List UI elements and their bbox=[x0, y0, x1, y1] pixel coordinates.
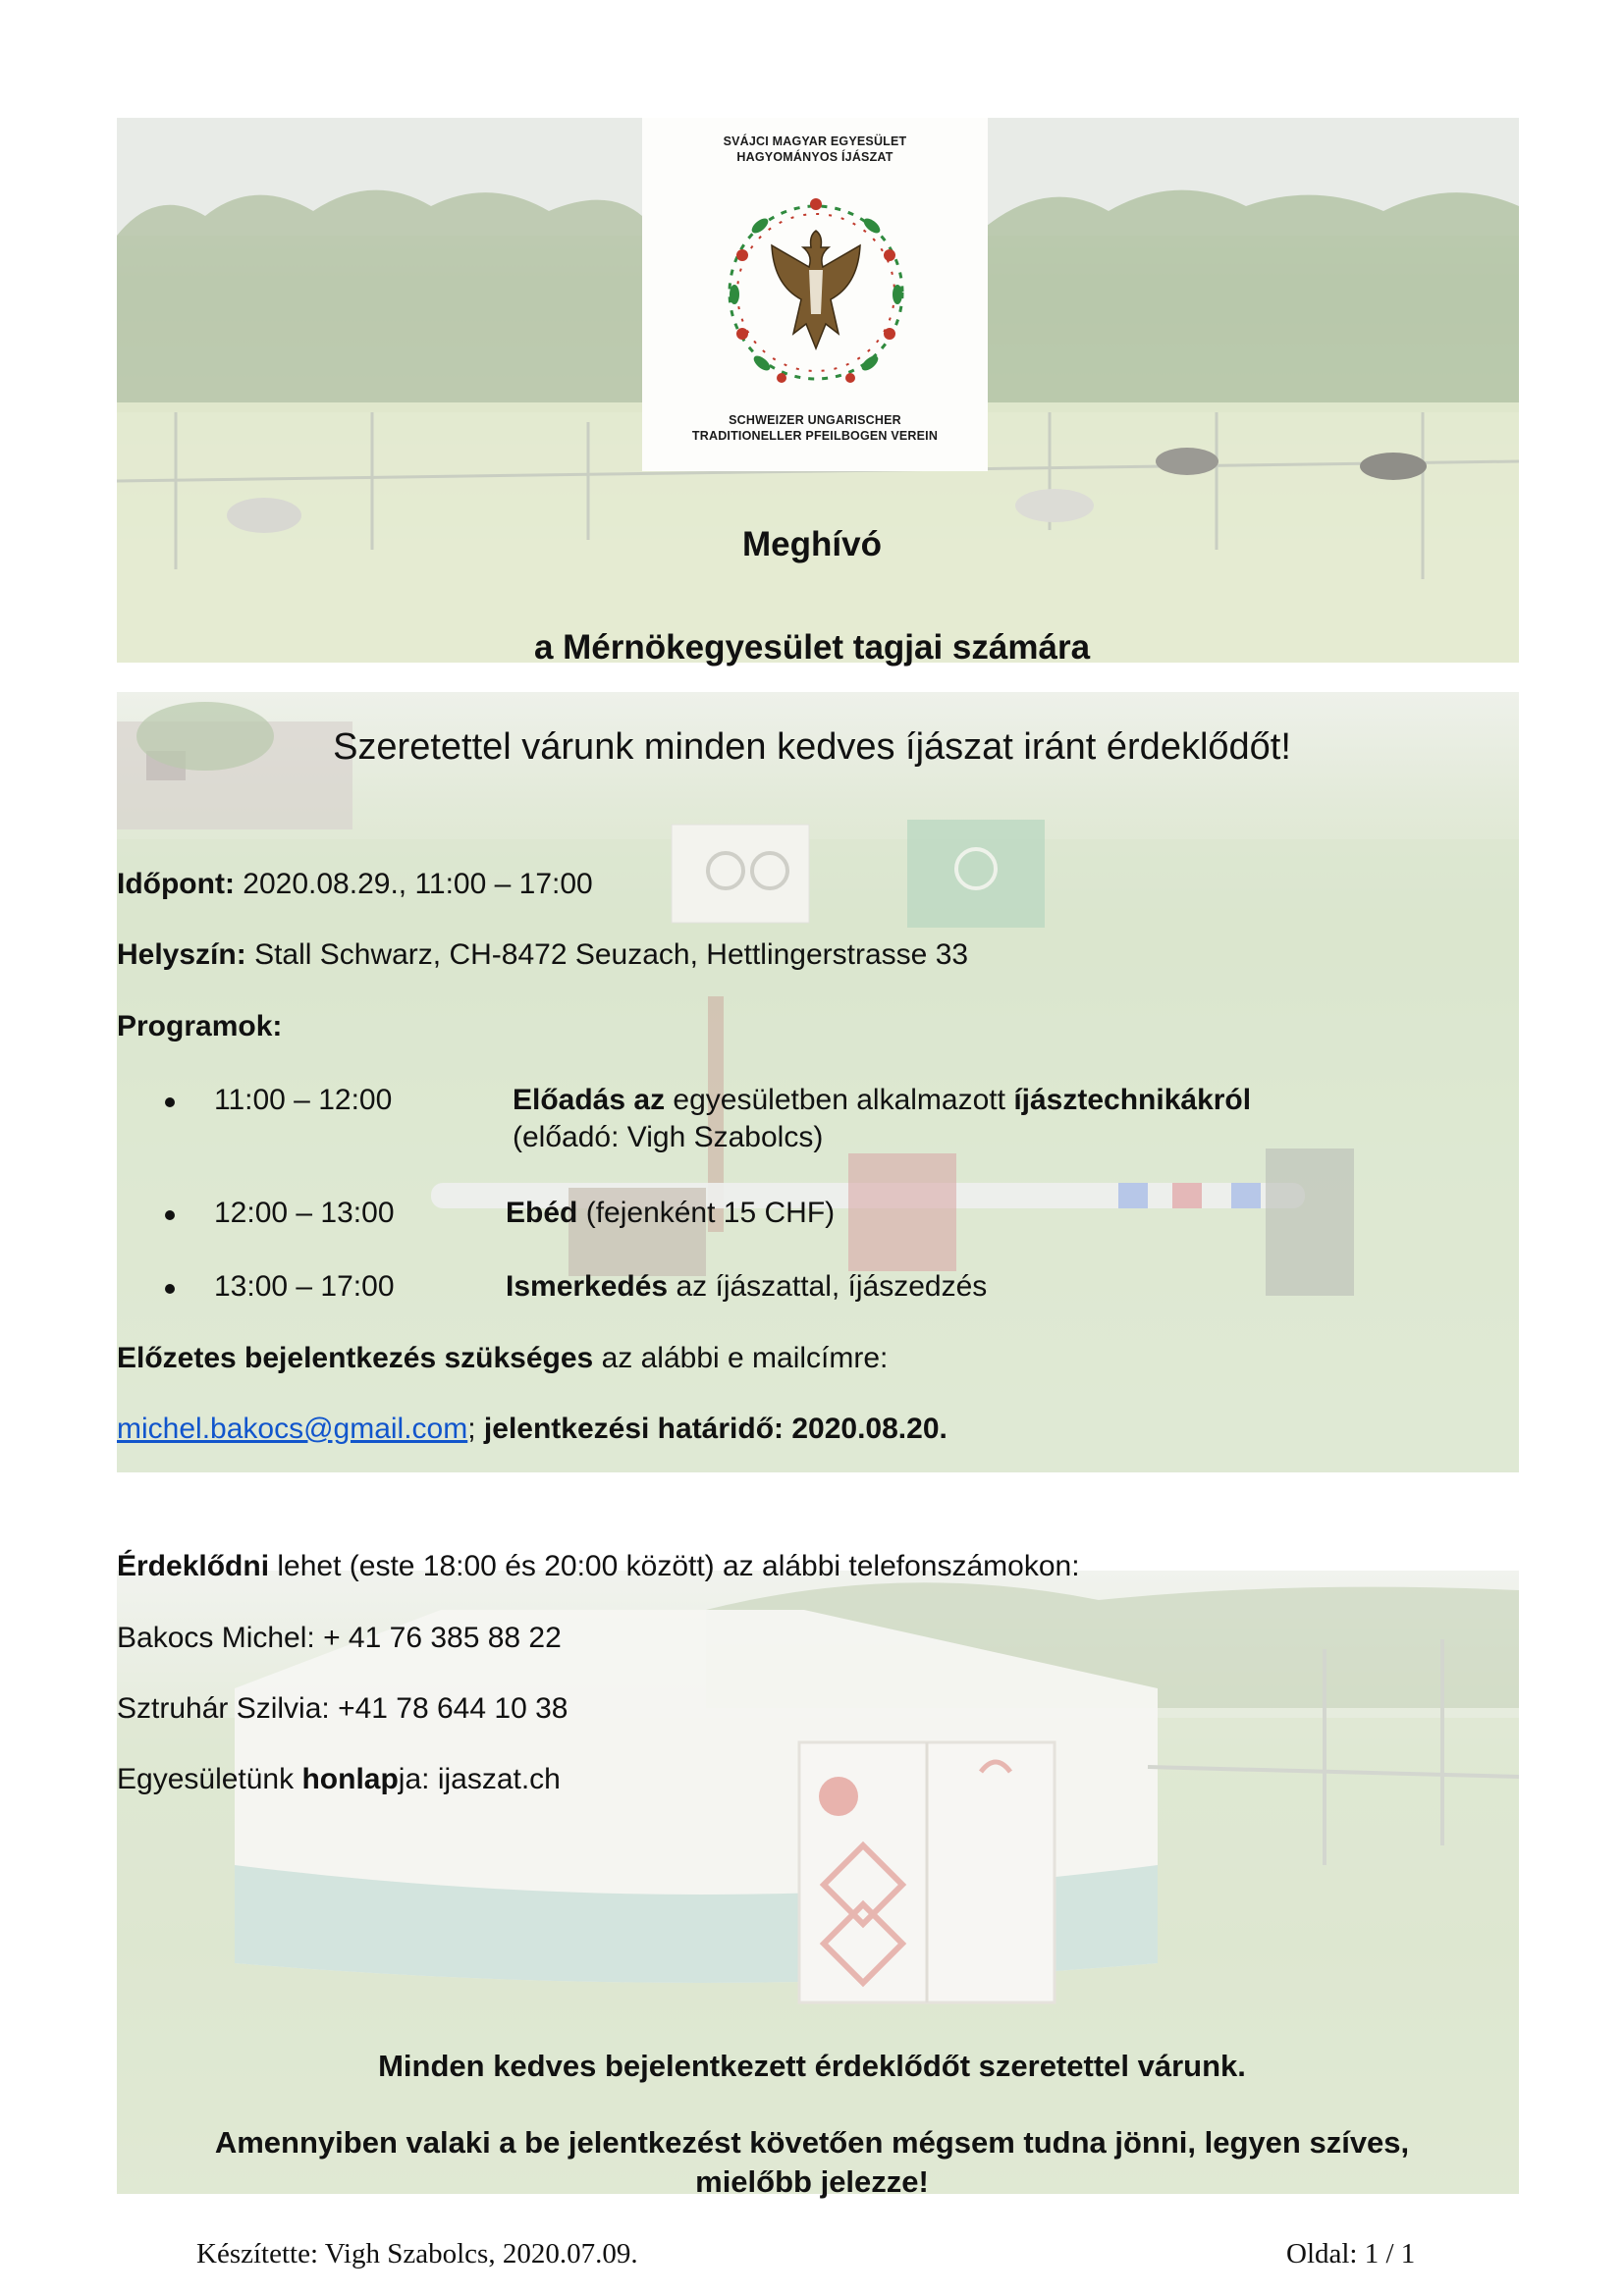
registration-bold: Előzetes bejelentkezés szükséges bbox=[117, 1342, 594, 1374]
contact-person-2: Sztruhár Szilvia: +41 78 644 10 38 bbox=[117, 1692, 568, 1725]
program-bold-2: Ebéd bbox=[506, 1197, 578, 1229]
program-desc-3 bbox=[506, 1269, 987, 1305]
logo-bottom-line2: TRADITIONELLER PFEILBOGEN VEREIN bbox=[691, 429, 939, 443]
program-text-1: egyesületben alkalmazott bbox=[673, 1084, 1005, 1116]
page-title: Meghívó bbox=[742, 525, 882, 563]
email-line bbox=[117, 1412, 947, 1447]
website-bold: honlap bbox=[301, 1763, 399, 1795]
logo-top-line1: SVÁJCI MAGYAR EGYESÜLET bbox=[723, 134, 907, 148]
background-photo-yurt bbox=[117, 1571, 1519, 2194]
deadline-text: jelentkezési határidő: 2020.08.20. bbox=[483, 1413, 947, 1445]
bullet-icon bbox=[165, 1210, 175, 1220]
email-separator: ; bbox=[467, 1413, 476, 1445]
footer-page-number: Oldal: 1 / 1 bbox=[1286, 2238, 1416, 2269]
yurt-scene bbox=[117, 1571, 1519, 2194]
place-value: Stall Schwarz, CH-8472 Seuzach, Hettlingerstrasse 33 bbox=[254, 938, 969, 971]
footer-author: Készítette: Vigh Szabolcs, 2020.07.09. bbox=[196, 2238, 638, 2269]
program-desc-1-line2: (előadó: Vigh Szabolcs) bbox=[513, 1121, 824, 1153]
club-logo bbox=[642, 118, 988, 471]
registration-line bbox=[117, 1341, 888, 1376]
program-text-2: (fejenként 15 CHF) bbox=[585, 1197, 836, 1229]
logo-top-text bbox=[642, 133, 988, 165]
program-bold-3: Ismerkedés bbox=[506, 1270, 669, 1303]
contact-text: lehet (este 18:00 és 20:00 között) az alábbi telefonszámokon: bbox=[277, 1550, 1080, 1582]
time-value: 2020.08.29., 11:00 – 17:00 bbox=[243, 868, 593, 900]
bullet-icon bbox=[165, 1097, 175, 1107]
welcome-text: Szeretettel várunk minden kedves íjászat iránt érdeklődőt! bbox=[333, 726, 1291, 768]
website-pre: Egyesületünk bbox=[117, 1763, 295, 1795]
time-line bbox=[117, 867, 593, 902]
program-bold-1: Előadás az bbox=[513, 1084, 666, 1116]
website-line bbox=[117, 1762, 561, 1797]
time-label: Időpont: bbox=[117, 868, 235, 900]
program-time-3: 13:00 – 17:00 bbox=[214, 1270, 395, 1303]
place-line bbox=[117, 937, 968, 973]
contact-line bbox=[117, 1549, 1080, 1584]
email-link[interactable]: michel.bakocs@gmail.com bbox=[117, 1413, 468, 1445]
page-subtitle: a Mérnökegyesület tagjai számára bbox=[533, 628, 1091, 667]
program-desc-2 bbox=[506, 1196, 835, 1231]
program-text-3: az íjászattal, íjászedzés bbox=[676, 1270, 988, 1303]
program-time-1: 11:00 – 12:00 bbox=[214, 1084, 393, 1116]
website-post: ja: ijaszat.ch bbox=[398, 1763, 561, 1795]
closing-line-2: Amennyiben valaki a be jelentkezést követően mégsem tudna jönni, legyen szíves, bbox=[214, 2125, 1410, 2160]
eagle-emblem-icon bbox=[713, 177, 919, 407]
contact-person-1: Bakocs Michel: + 41 76 385 88 22 bbox=[117, 1622, 562, 1654]
logo-top-line2: HAGYOMÁNYOS ÍJÁSZAT bbox=[736, 150, 893, 164]
program-bold-1b: íjásztechnikákról bbox=[1013, 1084, 1252, 1116]
closing-line-3: mielőbb jelezze! bbox=[695, 2164, 929, 2199]
place-label: Helyszín: bbox=[117, 938, 246, 971]
registration-text: az alábbi e mailcímre: bbox=[601, 1342, 889, 1374]
logo-bottom-text bbox=[642, 412, 988, 444]
contact-bold: Érdeklődni bbox=[117, 1550, 270, 1582]
program-label: Programok: bbox=[117, 1010, 283, 1042]
program-desc-1 bbox=[513, 1083, 1251, 1118]
program-time-2: 12:00 – 13:00 bbox=[214, 1197, 395, 1229]
bullet-icon bbox=[165, 1284, 175, 1294]
logo-bottom-line1: SCHWEIZER UNGARISCHER bbox=[729, 413, 901, 427]
closing-line-1: Minden kedves bejelentkezett érdeklődőt szeretettel várunk. bbox=[378, 2049, 1246, 2083]
